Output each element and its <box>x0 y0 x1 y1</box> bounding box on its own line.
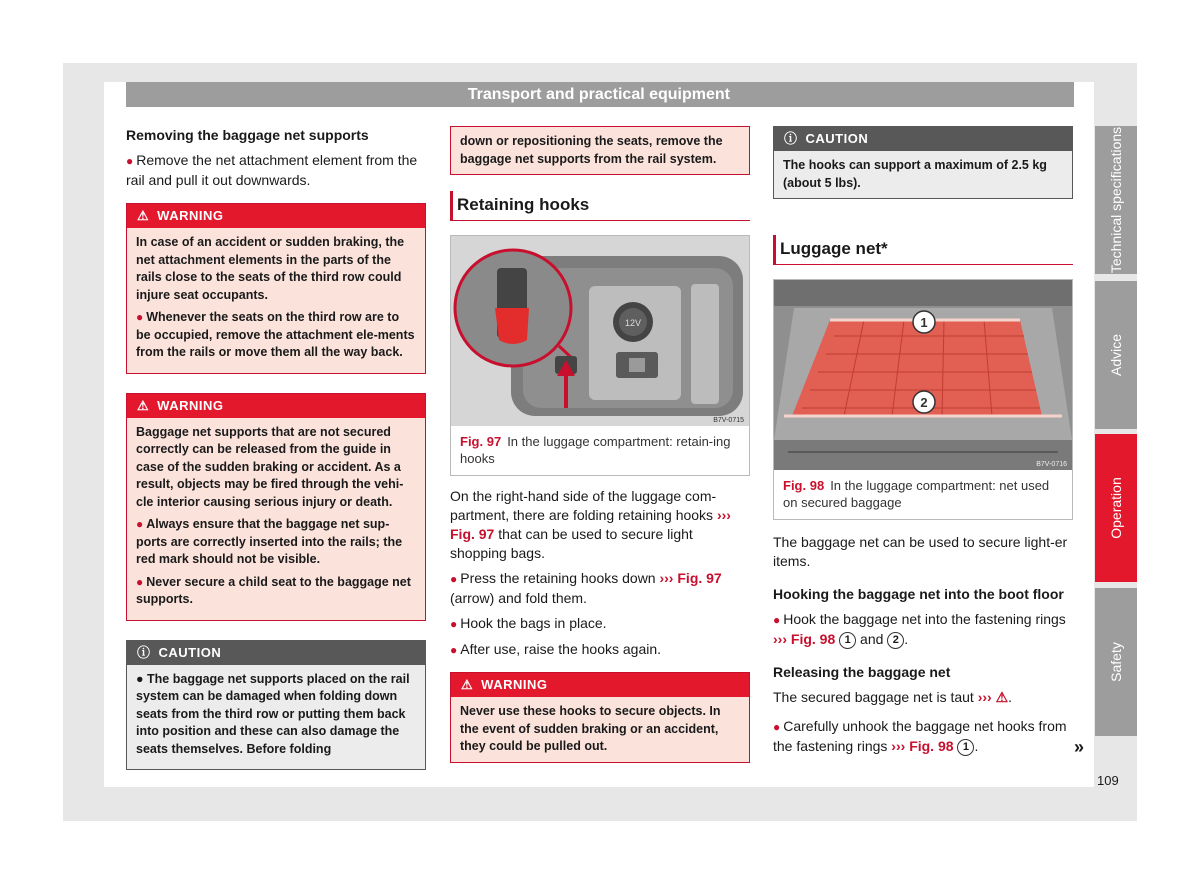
caution-body: The hooks can support a maximum of 2.5 kg (about 5 lbs). <box>783 158 1047 190</box>
caution-box-1 <box>126 640 426 771</box>
tab-safety[interactable]: Safety <box>1095 588 1137 736</box>
figure-98-illustration <box>774 280 1072 470</box>
heading-hooking-net: Hooking the baggage net into the boot floor <box>773 586 1064 602</box>
tab-technical-specifications[interactable]: Technical specifications <box>1095 126 1137 274</box>
warning-header: ⚠ WARNING <box>127 394 425 418</box>
fig-97-link[interactable]: ››› Fig. 97 <box>450 507 731 542</box>
bullet-icon: ● <box>136 310 144 324</box>
page-header: Transport and practical equipment <box>126 82 1074 107</box>
marker-1-inline: 1 <box>957 739 974 756</box>
warning-body <box>127 418 425 620</box>
fig-98-link[interactable]: ››› Fig. 98 <box>773 631 836 647</box>
fig-98-link[interactable]: ››› Fig. 98 <box>891 738 954 754</box>
section-title-luggage-net: Luggage net* <box>773 235 1073 265</box>
warning-box-2 <box>126 393 426 621</box>
tab-advice[interactable]: Advice <box>1095 281 1137 429</box>
caution-bullet: ● The baggage net supports placed on the rail system can be damaged when folding down seats from the third row or putting them back into position and these can also damage the seats themselves. Before folding <box>136 671 410 756</box>
section-title-retaining-hooks: Retaining hooks <box>450 191 750 221</box>
caution-body <box>127 665 425 770</box>
step-press-hooks: ● Press the retaining hooks down ››› Fig. 97 (arrow) and fold them. <box>450 570 722 606</box>
warning-bullet: ● Never secure a child seat to the baggage net supports. <box>136 574 411 606</box>
socket-label: 12V <box>624 318 642 328</box>
bullet-icon: ● <box>450 643 458 657</box>
figure-98 <box>773 279 1073 520</box>
step-hook-net: ● Hook the baggage net into the fastening rings ››› Fig. 98 1 and 2 . <box>773 611 1066 647</box>
step-unhook-net: ● Carefully unhook the baggage net hooks from the fastening rings ››› Fig. 98 1 . <box>773 718 1067 754</box>
step-remove-element: ● Remove the net attachment element from the rail and pull it out downwards. <box>126 152 418 188</box>
warning-bullet: ● Always ensure that the baggage net sup-ports are correctly inserted into the rails; the red mark should not be visible. <box>136 517 403 566</box>
marker-1: 1 <box>920 315 928 330</box>
bullet-icon: ● <box>450 572 458 586</box>
info-circle-icon: ⓘ <box>137 644 151 660</box>
warning-link[interactable]: ››› ⚠ <box>977 689 1009 705</box>
warning-box-1 <box>126 203 426 374</box>
bullet-icon: ● <box>136 517 144 531</box>
bullet-icon: ● <box>450 617 458 631</box>
bullet-icon: ● <box>136 671 148 686</box>
bullet-icon: ● <box>773 613 781 627</box>
heading-removing-supports: Removing the baggage net supports <box>126 127 369 143</box>
retaining-hooks-intro: On the right-hand side of the luggage com-partment, there are folding retaining hooks ››› Fig. 97 that can be used to secure light shopping bags. <box>450 488 731 561</box>
warning-header: ⚠ WARNING <box>127 204 425 228</box>
caution-header: ⓘ CAUTION <box>774 127 1072 151</box>
figure-code: B7V-0716 <box>1036 461 1067 468</box>
bullet-icon: ● <box>773 720 781 734</box>
tab-operation[interactable]: Operation <box>1095 434 1137 582</box>
fig-97-link[interactable]: ››› Fig. 97 <box>659 570 722 586</box>
figure-97-caption: Fig. 97 In the luggage compartment: retain-ing hooks <box>460 434 731 466</box>
step-raise-hooks: ● After use, raise the hooks again. <box>450 641 662 657</box>
marker-1-inline: 1 <box>839 632 856 649</box>
warning-body: Never use these hooks to secure objects. In the event of sudden braking or an accident, they could be pulled out. <box>460 704 721 753</box>
column-2 <box>450 126 750 763</box>
caution-header: ⓘ CAUTION <box>127 641 425 665</box>
figure-98-caption: Fig. 98 In the luggage compartment: net used on secured baggage <box>783 478 1050 510</box>
figure-code: B7V-0715 <box>713 417 744 424</box>
warning-triangle-icon: ⚠ <box>461 677 474 692</box>
continue-arrow-icon: » <box>1074 737 1085 757</box>
info-circle-icon: ⓘ <box>784 131 798 146</box>
figure-97-illustration <box>451 236 749 426</box>
step-hook-bags: ● Hook the bags in place. <box>450 615 607 631</box>
bullet-icon: ● <box>136 574 144 589</box>
page-number: 109 <box>1097 773 1119 788</box>
warning-text: Baggage net supports that are not secured correctly can be released from the guide in case of the sudden braking or accident. As a result, objects may be fired through the vehi-cle interior causing serious injury or death. <box>136 424 404 509</box>
warning-text: In case of an accident or sudden braking, the net attachment elements in the parts of the rails close to the seats of the third row could injure seat occupants. <box>136 235 405 302</box>
bullet-icon: ● <box>126 154 134 168</box>
column-1 <box>126 126 426 770</box>
heading-releasing-net: Releasing the baggage net <box>773 664 951 680</box>
figure-97 <box>450 235 750 476</box>
warning-triangle-icon: ⚠ <box>137 208 150 223</box>
warning-triangle-icon: ⚠ <box>137 397 150 413</box>
warning-continued-box <box>450 126 750 175</box>
caution-box-2 <box>773 126 1073 199</box>
warning-box-3 <box>450 672 750 763</box>
net-taut-note: The secured baggage net is taut ››› ⚠. <box>773 689 1013 705</box>
warning-bullet: ● Whenever the seats on the third row are to be occupied, remove the attachment ele-ments from the rails or move them all the way back. <box>136 310 415 359</box>
warning-triangle-icon: ⚠ <box>995 689 1009 705</box>
warning-body: down or repositioning the seats, remove the baggage net supports from the rail system. <box>460 134 723 166</box>
column-3 <box>773 126 1073 762</box>
marker-2-inline: 2 <box>887 632 904 649</box>
marker-2: 2 <box>920 395 928 410</box>
warning-header: ⚠ WARNING <box>451 673 749 697</box>
luggage-net-intro: The baggage net can be used to secure light-er items. <box>773 534 1068 569</box>
warning-body <box>127 228 425 373</box>
